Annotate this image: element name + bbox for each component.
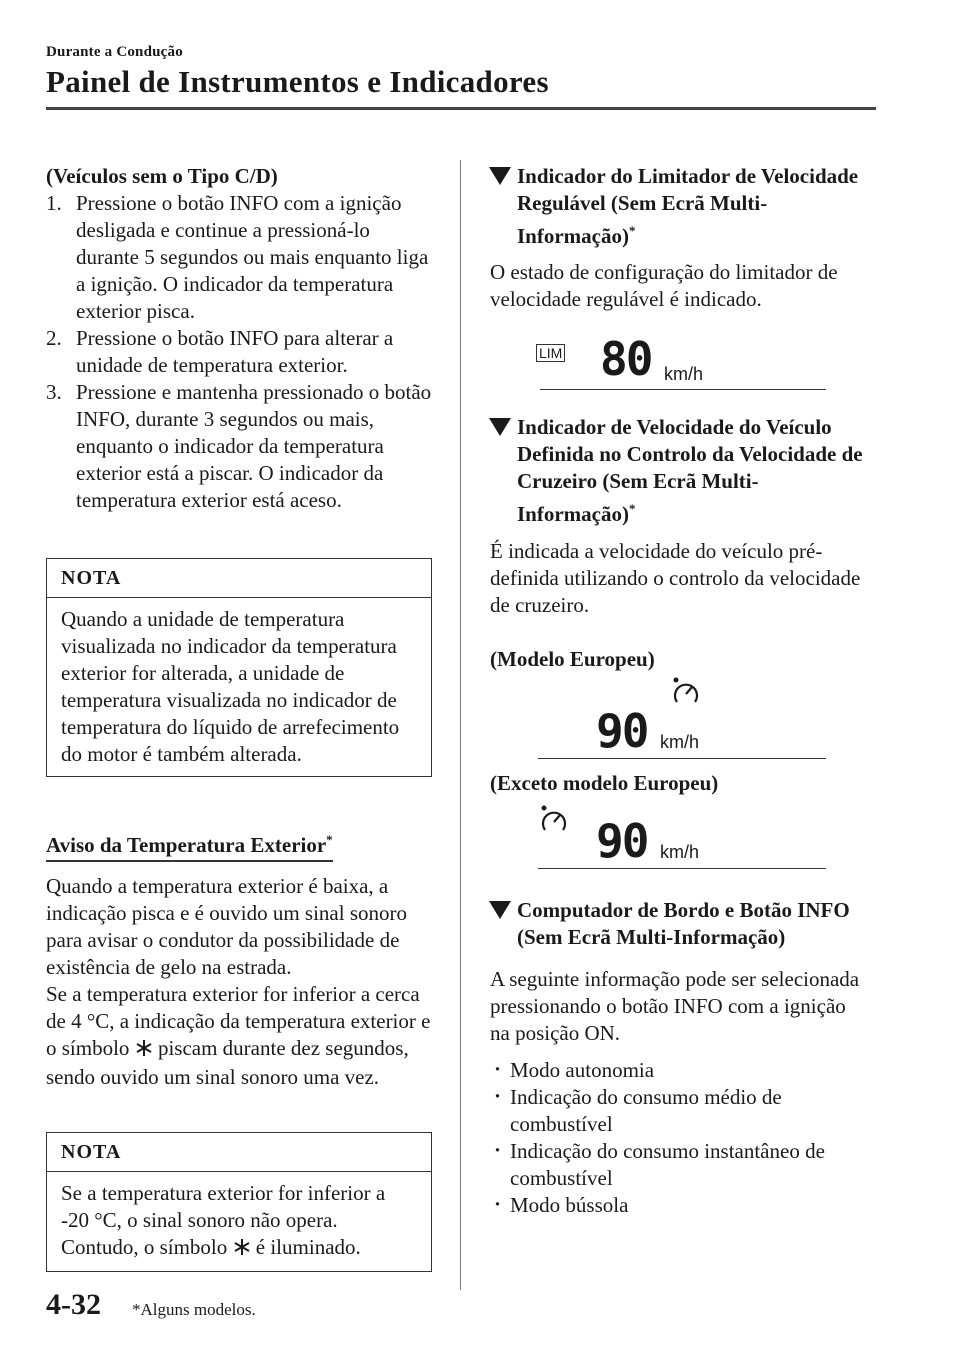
heading-cruise-speed (517, 414, 877, 528)
heading-text: Computador de Bordo e Botão INFO (Sem Ecrã Multi-Informação) (517, 898, 850, 949)
outside-temperature-warning-heading (46, 832, 333, 862)
trip-computer-text: A seguinte informação pode ser selecionada pressionando o botão INFO com a ignição na posição ON. (490, 967, 860, 1045)
european-model-label: (Modelo Europeu) (490, 647, 655, 671)
note-label: NOTA (47, 1133, 431, 1172)
step-item (46, 325, 434, 379)
speed-limiter-text: O estado de configuração do limitador de velocidade regulável é indicado. (490, 260, 838, 311)
triangle-marker-icon (489, 167, 511, 185)
step-text: Pressione o botão INFO com a ignição desligada e continue a pressioná-lo durante 5 segundos ou mais enquanto liga a ignição. O indicador da temperatura exterior pisca. (76, 191, 429, 323)
asterisk: * (326, 832, 333, 847)
lim-unit: km/h (664, 364, 704, 384)
step-number: 1. (46, 191, 62, 215)
heading-speed-limiter (517, 163, 867, 250)
warning-paragraph-1: Quando a temperatura exterior é baixa, a indicação pisca e é ouvido um sinal sonoro para avisar o condutor da possibilidade de existência de gelo na estrada. (46, 874, 407, 979)
snowflake-icon (135, 1037, 153, 1064)
step-text: Pressione o botão INFO para alterar a unidade de temperatura exterior. (76, 326, 394, 377)
note-text (47, 1172, 431, 1271)
steps-list (46, 190, 434, 514)
lim-badge: LIM (536, 344, 565, 362)
non-european-model-label: (Exceto modelo Europeu) (490, 771, 719, 795)
trip-computer-modes-list (490, 1057, 870, 1219)
european-cruise-display (538, 676, 830, 760)
footnote: *Alguns modelos. (132, 1300, 256, 1319)
heading-trip-computer (517, 897, 887, 951)
subtitle-vehicle-type: (Veículos sem o Tipo C/D) (46, 164, 278, 188)
note-text-b: é iluminado. (255, 1235, 361, 1259)
eu-unit: km/h (660, 732, 700, 752)
list-item: · Modo bússola (490, 1192, 870, 1219)
note-label: NOTA (47, 559, 431, 598)
step-item (46, 190, 434, 325)
asterisk: * (628, 223, 636, 238)
list-item: · Indicação do consumo médio de combustível (490, 1084, 870, 1138)
eu-speed-value: 90 (596, 704, 648, 758)
note-box-unit (46, 558, 432, 777)
cruise-control-icon (538, 804, 570, 841)
lim-speed-value: 80 (600, 332, 652, 386)
note-text: Quando a unidade de temperatura visualizada no indicador da temperatura exterior for alterada, a unidade de temperatura visualizada no indicador de temperatura do líquido de arrefecimento do motor é também alterada. (61, 607, 400, 766)
non-eu-unit: km/h (660, 842, 700, 862)
warning-text-a: Se a temperatura exterior for inferior a cerca de 4 °C, a indicação da temperatura exterior e o símbolo (46, 982, 431, 1060)
note-text-a: Se a temperatura exterior for inferior a -20 °C, o sinal sonoro não opera. Contudo, o símbolo (61, 1181, 386, 1259)
non-eu-speed-value: 90 (596, 814, 648, 868)
list-item: · Modo autonomia (490, 1057, 870, 1084)
note-box-below-minus-20 (46, 1132, 432, 1272)
warning-text-b: piscam durante dez segundos, sendo ouvido um sinal sonoro uma vez. (46, 1036, 409, 1089)
snowflake-icon (233, 1236, 251, 1263)
step-number: 3. (46, 380, 62, 404)
display-rule (538, 868, 826, 869)
page-number: 4-32 (46, 1288, 101, 1321)
list-item: · Indicação do consumo instantâneo de combustível (490, 1138, 870, 1192)
cruise-control-icon (670, 676, 702, 713)
step-text: Pressione e mantenha pressionado o botão INFO, durante 3 segundos ou mais, enquanto o indicador da temperatura exterior está a piscar. O indicador da temperatura exterior está aceso. (76, 380, 432, 512)
warning-paragraph-2 (46, 981, 436, 1091)
heading-text: Indicador de Velocidade do Veículo Definida no Controlo da Velocidade de Cruzeiro (Sem Ecrã Multi-Informação) (517, 415, 863, 526)
lim-display (539, 332, 830, 392)
asterisk: * (628, 501, 636, 516)
page-title: Painel de Instrumentos e Indicadores (46, 64, 549, 99)
step-number: 2. (46, 326, 62, 350)
heading-text: Indicador do Limitador de Velocidade Regulável (Sem Ecrã Multi-Informação) (517, 164, 859, 248)
section-label: Durante a Condução (46, 44, 183, 60)
display-rule (540, 389, 826, 390)
cruise-speed-text: É indicada a velocidade do veículo pré-definida utilizando o controlo da velocidade de cruzeiro. (490, 539, 861, 617)
triangle-marker-icon (489, 418, 511, 436)
step-item (46, 379, 434, 514)
column-divider (460, 160, 461, 1290)
triangle-marker-icon (489, 901, 511, 919)
non-european-cruise-display (538, 802, 830, 870)
display-rule (538, 758, 826, 759)
heading-text: Aviso da Temperatura Exterior (46, 833, 327, 857)
header-rule (46, 107, 876, 110)
